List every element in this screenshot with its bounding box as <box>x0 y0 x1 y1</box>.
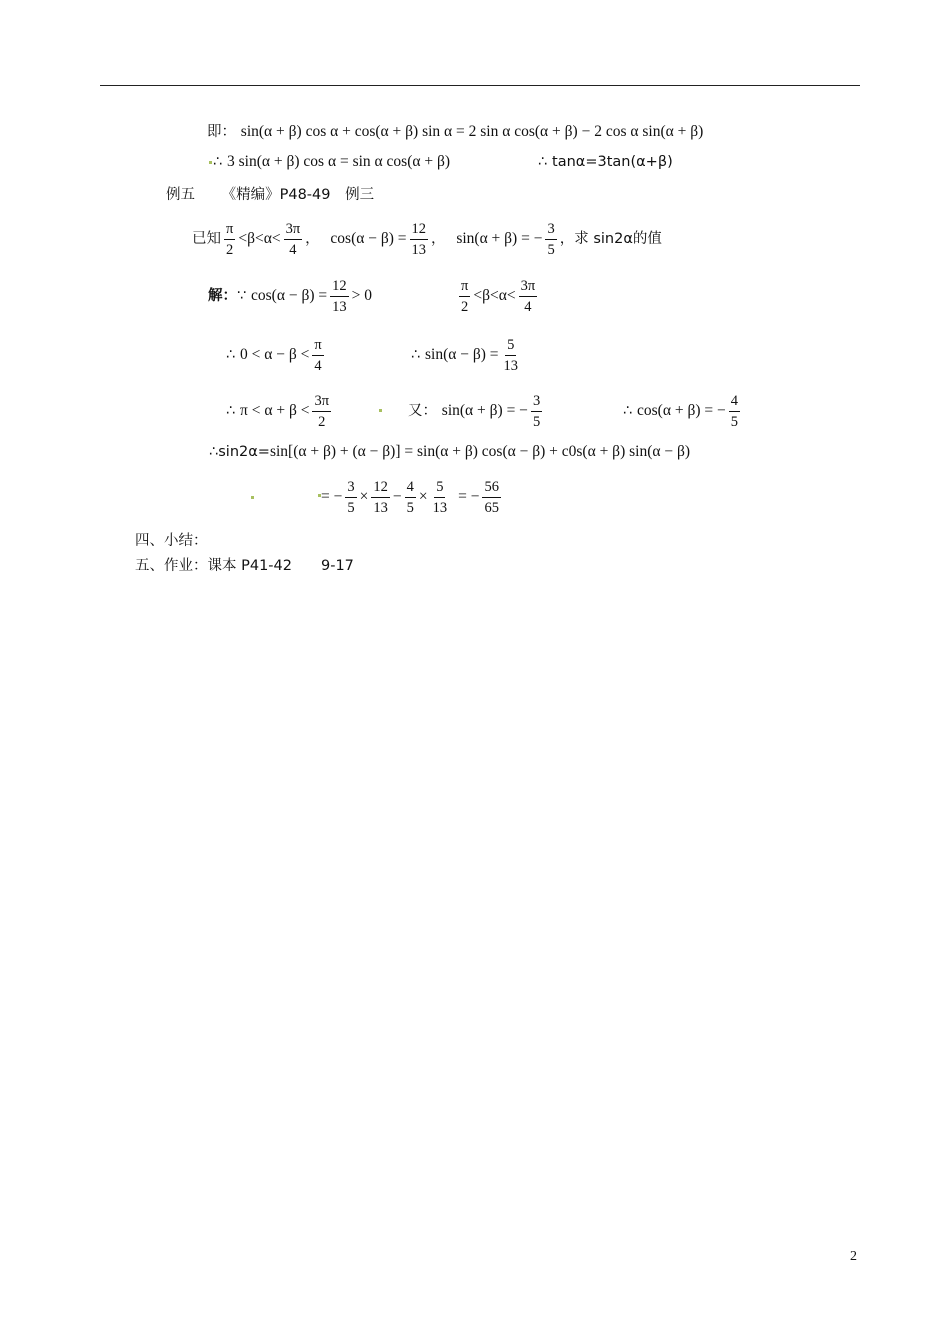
fraction-3pi-over-2: $\frac{3\pi}{2}$ <box>314 392 330 430</box>
step3-cos: cos(α + β) = − <box>637 402 726 419</box>
fraction-pi-over-2: $\frac{\pi}{2}$ <box>226 220 234 258</box>
identity-lead: 即： <box>207 124 236 140</box>
solution-step-3-given <box>408 390 545 431</box>
given-inequality: <β<α< <box>238 230 281 247</box>
step3-range: π < α + β < <box>240 402 310 419</box>
minus-sign: − <box>392 488 402 505</box>
fraction-3-over-5: $\frac{3}{5}$ <box>532 392 541 430</box>
fraction-pi-over-2: $\frac{\pi}{2}$ <box>461 277 469 315</box>
fraction-4-over-5: $\frac{4}{5}$ <box>406 478 414 516</box>
tan-relation-line <box>209 151 450 172</box>
fraction-3pi-over-4: $\frac{3\pi}{4}$ <box>285 220 301 258</box>
therefore-symbol: ∴ <box>209 444 219 460</box>
times-sign: × <box>418 488 428 505</box>
fraction-3-over-5: $\frac{3}{5}$ <box>547 220 555 258</box>
step1-positive: > 0 <box>351 287 372 304</box>
step5-result-equals: = − <box>458 488 480 505</box>
solution-step-3 <box>226 390 334 431</box>
marker-dot <box>379 409 382 412</box>
solution-step-3b <box>623 390 743 431</box>
therefore-symbol: ∴ <box>411 347 421 363</box>
solution-step-4 <box>209 441 690 462</box>
also-label: 又： <box>408 403 437 419</box>
range-inequality: <β<α< <box>473 287 516 304</box>
summary-heading: 四、小结： <box>135 533 208 549</box>
given-cos: cos(α − β) = <box>330 230 407 247</box>
step5-equals: = − <box>321 488 343 505</box>
identity-expression: sin(α + β) cos α + cos(α + β) sin α = 2 sin α cos(α + β) − 2 cos α sin(α + β) <box>240 123 704 140</box>
fraction-5-over-13: $\frac{5}{13}$ <box>503 336 519 374</box>
step4-lead: sin2α= <box>218 444 270 460</box>
given-lead: 已知 <box>192 231 221 247</box>
marker-dot <box>251 496 254 499</box>
marker-dot <box>209 161 212 164</box>
given-sin: sin(α + β) = − <box>456 230 543 247</box>
therefore-symbol: ∴ <box>213 154 223 170</box>
fraction-5-over-13: $\frac{5}{13}$ <box>432 478 448 516</box>
example-heading <box>166 185 374 205</box>
fraction-3-over-5: $\frac{3}{5}$ <box>347 478 355 516</box>
solution-step-5 <box>321 476 504 517</box>
step4-expansion: sin[(α + β) + (α − β)] = sin(α + β) cos(α − β) + c0s(α + β) sin(α − β) <box>269 443 691 460</box>
solution-lead: 解： <box>208 288 237 304</box>
fraction-4-over-5: $\frac{4}{5}$ <box>730 392 738 430</box>
therefore-symbol: ∴ <box>226 347 236 363</box>
step2-range: 0 < α − β < <box>240 346 310 363</box>
fraction-12-over-13: $\frac{12}{13}$ <box>373 478 388 516</box>
solution-step-1-range <box>456 275 540 316</box>
therefore-symbol: ∴ <box>538 154 548 170</box>
example-title: 例五 <box>166 187 195 203</box>
because-symbol: ∵ <box>237 288 247 304</box>
fraction-pi-over-4: $\frac{\pi}{4}$ <box>314 336 322 374</box>
times-sign: × <box>359 488 369 505</box>
step2-sin: sin(α − β) = <box>425 346 499 363</box>
fraction-3pi-over-4: $\frac{3\pi}{4}$ <box>520 277 536 315</box>
relation-expression: 3 sin(α + β) cos α = sin α cos(α + β) <box>227 153 451 170</box>
tan-result <box>538 151 673 172</box>
tan-result-text: tanα=3tan(α+β) <box>552 154 673 170</box>
therefore-symbol: ∴ <box>623 403 633 419</box>
given-question: ，求 sin2α的值 <box>559 231 662 247</box>
given-line: 已知 $\frac{\pi}{2}$ <β<α< $\frac{3\pi}{4}$ ， cos(α − β) = $\frac{12}{13}$ ， sin(α + β) = − $\frac{3}{5}$ ，求 sin2α的值 <box>192 220 662 258</box>
header-rule <box>100 85 860 86</box>
identity-line <box>207 121 703 142</box>
example-reference: 《精编》P48-49 <box>221 187 331 203</box>
homework-line: 五、作业：课本 P41-42 9-17 <box>135 558 354 574</box>
solution-step-1 <box>208 275 372 316</box>
step1-cos: cos(α − β) = <box>251 287 328 304</box>
solution-step-2 <box>226 334 327 375</box>
step3-sin: sin(α + β) = − <box>441 402 528 419</box>
solution-step-2b <box>411 334 523 375</box>
fraction-56-over-65: $\frac{56}{65}$ <box>484 478 499 516</box>
fraction-12-over-13: $\frac{12}{13}$ <box>332 277 347 315</box>
therefore-symbol: ∴ <box>226 403 236 419</box>
fraction-12-over-13: $\frac{12}{13}$ <box>411 220 427 258</box>
example-subtitle: 例三 <box>345 187 375 203</box>
page-number: 2 <box>850 1249 857 1264</box>
